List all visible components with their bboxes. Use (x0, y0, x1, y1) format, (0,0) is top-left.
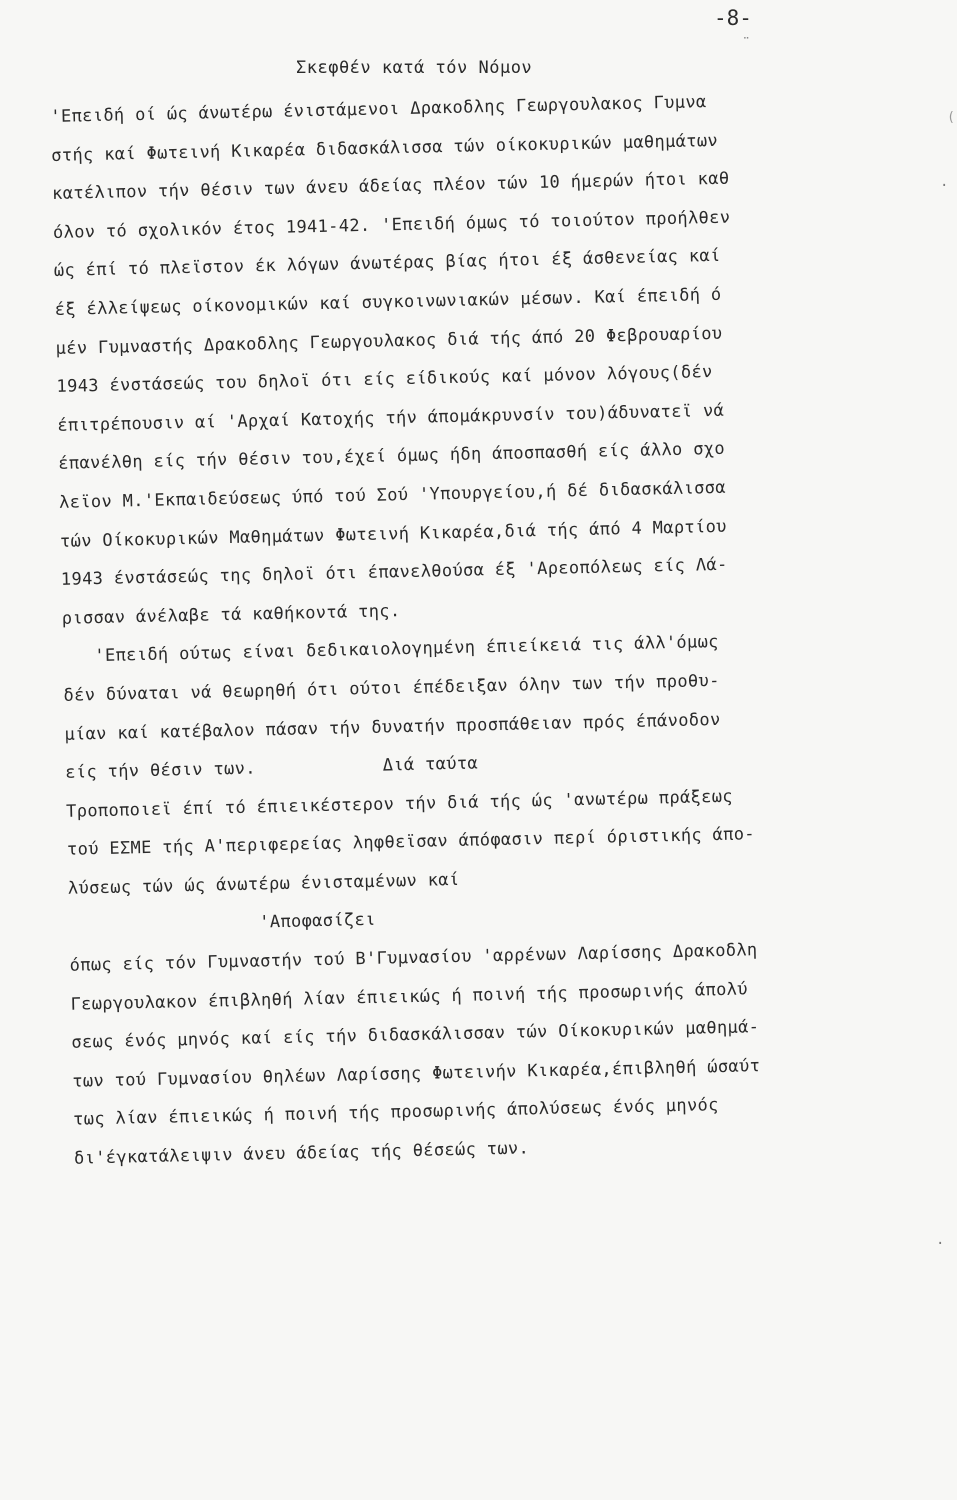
text-line: δέν δύναται νά θεωρηθή ότι ούτοι έπέδειξαν όλην των τήν προθυ- (63, 670, 720, 706)
text-line: είς τήν θέσιν των. Διά ταύτα (65, 753, 479, 783)
text-line: μίαν καί κατέβαλον πάσαν τήν δυνατήν προσπάθειαν πρός έπάνοδον (64, 709, 721, 745)
text-line: έπανέλθη είς τήν θέσιν του,έχεί όμως ήδη άποσπασθή είς άλλο σχο (58, 439, 726, 475)
scan-speck: ¨ (742, 36, 751, 52)
text-line: όλον τό σχολικόν έτος 1941-42. 'Επειδή όμως τό τοιούτον προήλθεν (52, 207, 731, 243)
text-line: τως λίαν έπιεικώς ή ποινή τής προσωρινής άπολύσεως ένός μηνός (72, 1095, 719, 1131)
text-line: 'Αποφασίζει (68, 910, 376, 938)
scan-edge-mark: ( (947, 110, 955, 125)
text-line: Τροποποιεϊ έπί τό έπιεικέστερον τήν διά τής ώς 'ανωτέρω πράξεως (65, 786, 734, 822)
text-line: όπως είς τόν Γυμναστήν τού Β'Γυμνασίου 'αρρένων Λαρίσσης Δρακοδλη (69, 940, 758, 976)
section-heading: Σκεφθέν κατά τόν Νόμον (296, 58, 533, 78)
text-line: 'Επειδή ούτως είναι δεδικαιολογημένη έπιείκειά τις άλλ'όμως (62, 632, 720, 668)
text-line: στής καί Φωτεινή Κικαρέα διδασκάλισσα τών οίκοκυρικών μαθημάτων (51, 130, 719, 166)
page-number: -8- (714, 6, 752, 30)
text-line: των τού Γυμνασίου θηλέων Λαρίσσης Φωτεινήν Κικαρέα,έπιβληθή ώσαύτ (72, 1055, 761, 1092)
text-line: λεϊον Μ.'Εκπαιδεύσεως ύπό τού Σού 'Υπουργείου,ή δέ διδασκάλισσα (58, 477, 727, 513)
text-line: 1943 ένστάσεώς του δηλοϊ ότι είς είδικούς καί μόνον λόγους(δέν (56, 362, 713, 398)
text-line: σεως ένός μηνός καί είς τήν διδασκάλισσαν τών Οίκοκυρικών μαθημά- (71, 1017, 760, 1054)
text-line: έπιτρέπουσιν αί 'Αρχαί Κατοχής τήν άπομάκρυνσίν του)άδυνατεϊ νά (57, 400, 725, 436)
text-line: ώς έπί τό πλεϊστον έκ λόγων άνωτέρας βίας ήτοι έξ άσθενείας καί (53, 246, 721, 282)
scan-speck: · (940, 178, 949, 194)
text-line: τού ΕΣΜΕ τής Α'περιφερείας ληφθεϊσαν άπόφασιν περί όριστικής άπο- (66, 824, 756, 861)
text-line: δι'έγκατάλειψιν άνευ άδείας τής θέσεώς των. (73, 1138, 530, 1169)
text-line: ρισσαν άνέλαβε τά καθήκοντά της. (61, 600, 401, 629)
text-line: μέν Γυμναστής Δρακοδλης Γεωργουλακος διά τής άπό 20 Φεβρουαρίου (55, 323, 723, 359)
text-line: 1943 ένστάσεώς της δηλοϊ ότι έπανελθούσα έξ 'Αρεοπόλεως είς Λά- (60, 554, 728, 590)
text-line: κατέλιπον τήν θέσιν των άνευ άδείας πλέον τών 10 ήμερών ήτοι καθ (51, 168, 730, 205)
text-line: έξ έλλείψεως οίκονομικών καί συγκοινωνιακών μέσων. Καί έπειδή ό (54, 284, 722, 320)
text-line: τών Οίκοκυρικών Μαθημάτων Φωτεινή Κικαρέα,διά τής άπό 4 Μαρτίου (59, 516, 727, 552)
scan-speck: · (936, 1236, 945, 1252)
text-line: λύσεως τών ώς άνωτέρω ένισταμένων καί (67, 869, 460, 899)
text-line: Γεωργουλακον έπιβληθή λίαν έπιεικώς ή ποινή τής προσωρινής άπολύ (70, 979, 749, 1015)
text-line: 'Επειδή οί ώς άνωτέρω ένιστάμενοι Δρακοδλης Γεωργουλακος Γυμνα (50, 92, 707, 127)
body-text (50, 78, 944, 1178)
